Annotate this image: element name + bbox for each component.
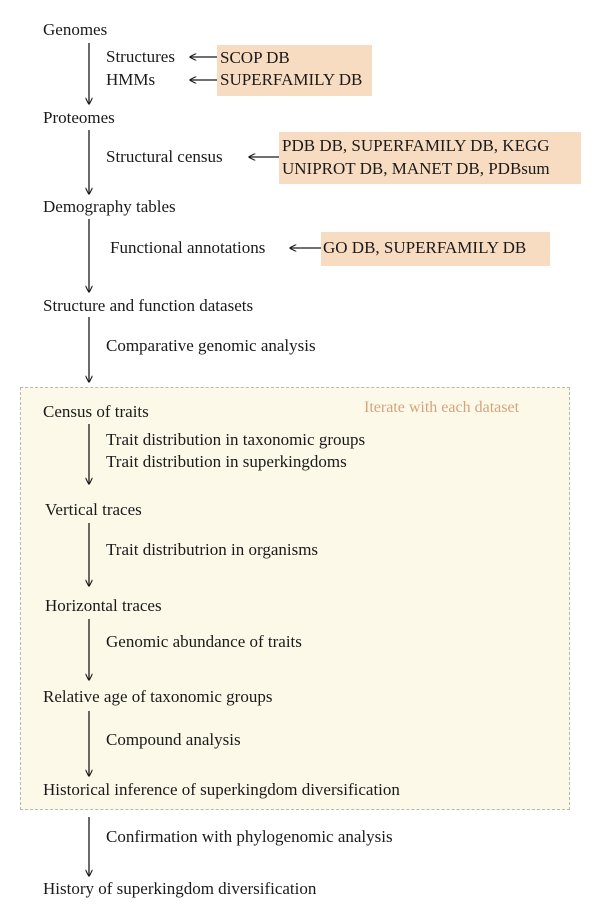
substep-hmms: HMMs [106,70,156,89]
source-census-line1: PDB DB, SUPERFAMILY DB, KEGG [282,136,550,155]
step-demography-tables: Demography tables [43,197,176,216]
step-genomes: Genomes [43,20,108,39]
source-scop: SCOP DB [220,48,290,67]
step-structure-function-datasets: Structure and function datasets [43,296,254,315]
step-vertical-traces: Vertical traces [45,500,142,519]
step-census-of-traits: Census of traits [43,402,149,421]
substep-genomic-abundance: Genomic abundance of traits [106,632,302,651]
source-superfamily: SUPERFAMILY DB [220,70,363,89]
step-relative-age: Relative age of taxonomic groups [43,687,273,706]
source-census-line2: UNIPROT DB, MANET DB, PDBsum [282,159,550,178]
substep-trait-distribution-taxonomic: Trait distribution in taxonomic groups [106,430,366,449]
substep-structures: Structures [106,47,175,66]
substep-structural-census: Structural census [106,147,223,166]
substep-trait-distribution-superkingdoms: Trait distribution in superkingdoms [106,452,347,471]
substep-confirmation-phylogenomic: Confirmation with phylogenomic analysis [106,827,393,846]
step-history: History of superkingdom diversification [43,879,317,898]
step-historical-inference: Historical inference of superkingdom diversification [43,780,400,799]
source-go: GO DB, SUPERFAMILY DB [323,238,527,257]
iterate-label: Iterate with each dataset [364,399,520,416]
step-proteomes: Proteomes [43,108,115,127]
substep-trait-distribution-organisms: Trait distributrion in organisms [106,540,319,559]
step-horizontal-traces: Horizontal traces [45,596,162,615]
substep-comparative-genomic: Comparative genomic analysis [106,336,316,355]
substep-functional-annotations: Functional annotations [110,238,266,257]
substep-compound-analysis: Compound analysis [106,730,241,749]
